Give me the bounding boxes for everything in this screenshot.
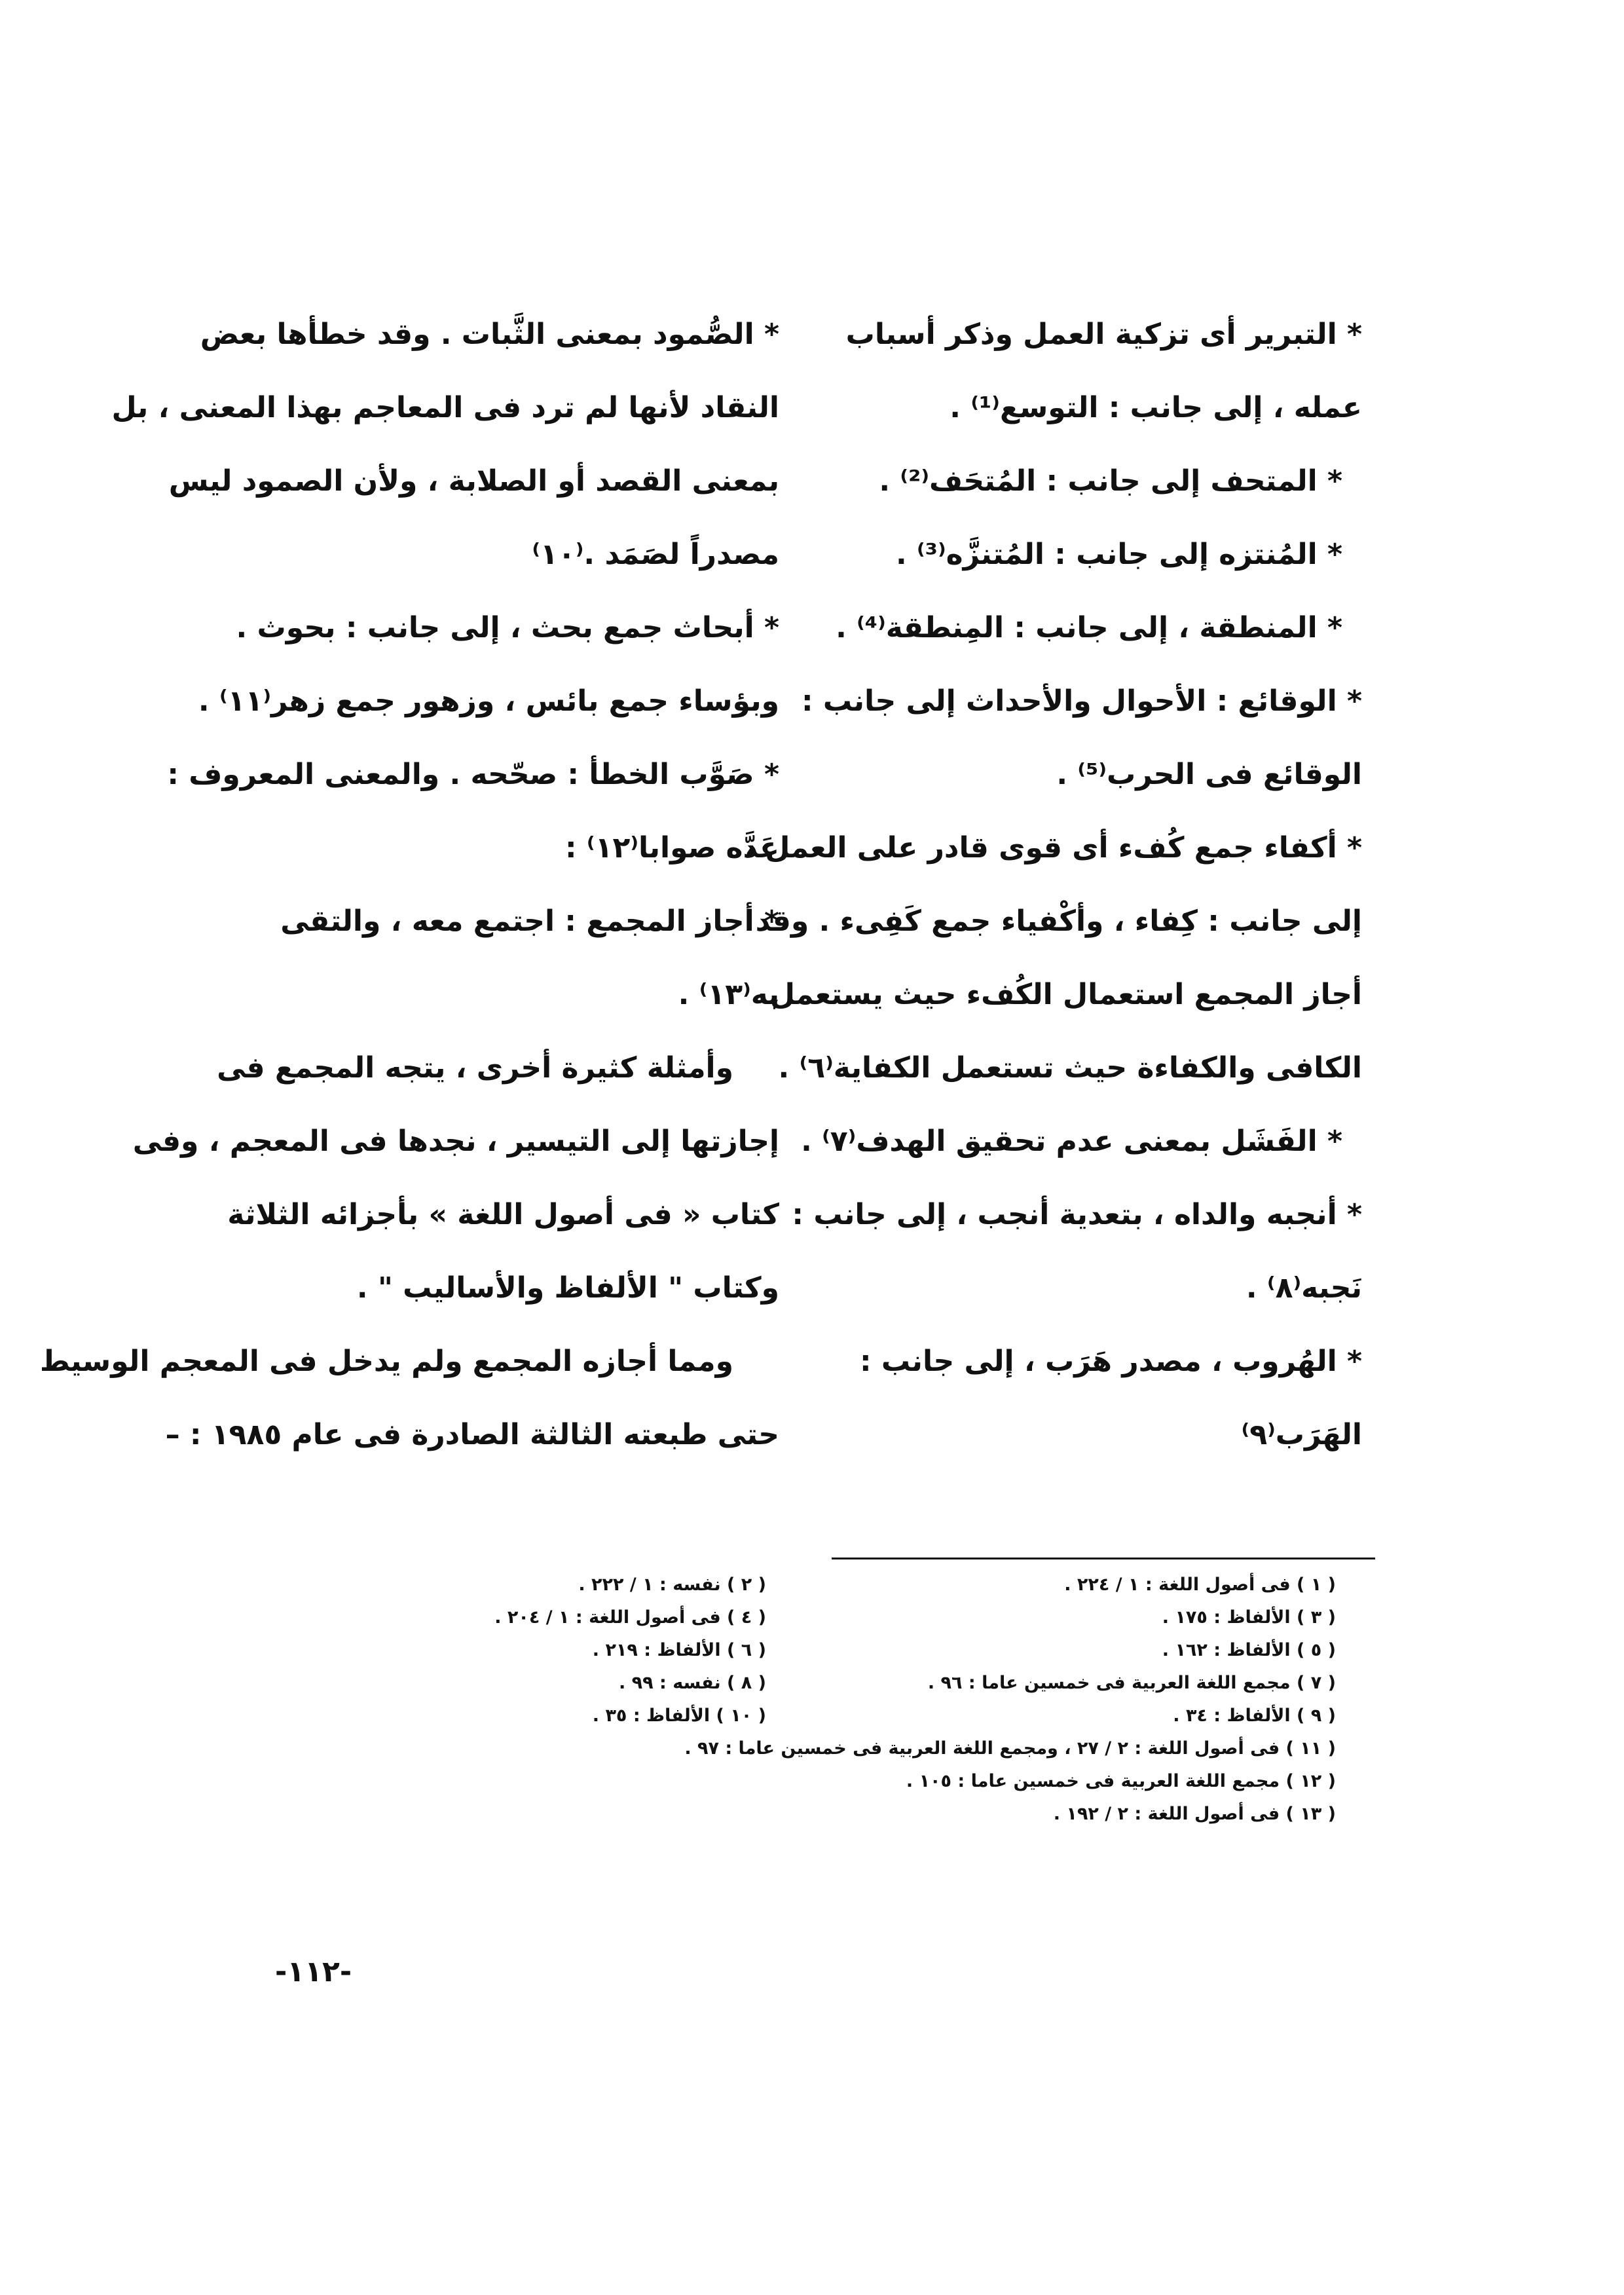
footnote: ( ٤ ) فى أصول اللغة : ١ / ٢٠٤ . <box>494 1607 766 1628</box>
footnotes-left-column <box>308 1569 766 1732</box>
body-line: الكافى والكفاءة حيث تستعمل الكفاية⁽٦⁾ . <box>778 1051 1362 1085</box>
body-line: كتاب « فى أصول اللغة » بأجزائه الثلاثة <box>227 1198 779 1231</box>
footnote: ( ١٠ ) الألفاظ : ٣٥ . <box>592 1706 766 1726</box>
body-line: عَدَّه صوابا⁽١٢⁾ : <box>565 831 779 865</box>
body-line: وبؤساء جمع بائس ، وزهور جمع زهر⁽١١⁾ . <box>198 684 779 718</box>
body-line: * أكفاء جمع كُفء أى قوى قادر على العمل ، <box>744 831 1362 865</box>
body-line: * الصُّمود بمعنى الثَّبات . وقد خطأها بعض <box>200 318 779 351</box>
body-line: ومما أجازه المجمع ولم يدخل فى المعجم الوسيط <box>39 1345 733 1378</box>
body-line: * المُنتزه إلى جانب : المُتنزَّه⁽³⁾ . <box>895 538 1342 571</box>
body-line: * الهُروب ، مصدر هَرَب ، إلى جانب : <box>859 1345 1362 1378</box>
body-line: به⁽١٣⁾ . <box>678 978 779 1011</box>
footnote: ( ٣ ) الألفاظ : ١٧٥ . <box>1162 1607 1336 1628</box>
body-line: * المنطقة ، إلى جانب : المِنطقة⁽⁴⁾ . <box>836 611 1342 644</box>
body-line: أجاز المجمع استعمال الكُفء حيث يستعمل <box>769 978 1362 1011</box>
footnote-divider <box>832 1558 1375 1559</box>
body-line: وأمثلة كثيرة أخرى ، يتجه المجمع فى <box>217 1051 733 1085</box>
body-line: الهَرَب⁽٩⁾ <box>1241 1418 1362 1451</box>
body-line: * التبرير أى تزكية العمل وذكر أسباب <box>845 318 1362 351</box>
footnote: ( ١٣ ) فى أصول اللغة : ٢ / ١٩٢ . <box>1053 1804 1336 1824</box>
footnote: ( ٥ ) الألفاظ : ١٦٢ . <box>1162 1640 1336 1660</box>
page-number: -١١٢- <box>275 1955 352 1988</box>
footnote: ( ٢ ) نفسه : ١ / ٢٢٢ . <box>578 1575 766 1595</box>
body-line: * أجاز المجمع : اجتمع معه ، والتقى <box>280 905 779 938</box>
body-line: * المتحف إلى جانب : المُتحَف⁽²⁾ . <box>879 464 1342 498</box>
body-line: الوقائع فى الحرب⁽⁵⁾ . <box>1056 758 1362 791</box>
footnote: ( ١٢ ) مجمع اللغة العربية فى خمسين عاما : ١٠٥ . <box>906 1771 1336 1791</box>
body-line: مصدراً لصَمَد .⁽١٠⁾ <box>532 538 779 571</box>
footnotes-wide <box>354 1732 1336 1831</box>
footnotes-right-column <box>747 1569 1336 1732</box>
body-line: عمله ، إلى جانب : التوسع⁽¹⁾ . <box>950 391 1362 424</box>
body-line: إجازتها إلى التيسير ، نجدها فى المعجم ، وفى <box>132 1125 779 1158</box>
body-line: نَجبه⁽٨⁾ . <box>1246 1271 1362 1305</box>
left-text-column <box>39 298 779 1472</box>
body-line: * صَوَّب الخطأ : صحّحه . والمعنى المعروف : <box>167 758 779 791</box>
footnote: ( ٦ ) الألفاظ : ٢١٩ . <box>592 1640 766 1660</box>
footnote: ( ٧ ) مجمع اللغة العربية فى خمسين عاما : ٩٦ . <box>927 1673 1336 1693</box>
footnote: ( ١١ ) فى أصول اللغة : ٢ / ٢٧ ، ومجمع اللغة العربية فى خمسين عاما : ٩٧ . <box>684 1738 1336 1759</box>
body-line: حتى طبعته الثالثة الصادرة فى عام ١٩٨٥ : – <box>165 1418 779 1451</box>
footnote: ( ١ ) فى أصول اللغة : ١ / ٢٢٤ . <box>1064 1575 1336 1595</box>
body-line: وكتاب " الألفاظ والأساليب " . <box>356 1271 779 1305</box>
body-line: النقاد لأنها لم ترد فى المعاجم بهذا المعنى ، بل <box>111 391 779 424</box>
footnote: ( ٩ ) الألفاظ : ٣٤ . <box>1173 1706 1336 1726</box>
body-line: * أبحاث جمع بحث ، إلى جانب : بحوث . <box>236 611 779 644</box>
body-line: * أنجبه والداه ، بتعدية أنجب ، إلى جانب : <box>792 1198 1362 1231</box>
right-text-column <box>744 298 1362 1472</box>
footnote: ( ٨ ) نفسه : ٩٩ . <box>618 1673 766 1693</box>
body-line: * الفَشَل بمعنى عدم تحقيق الهدف⁽٧⁾ . <box>801 1125 1342 1158</box>
body-line: بمعنى القصد أو الصلابة ، ولأن الصمود ليس <box>168 464 779 498</box>
body-line: * الوقائع : الأحوال والأحداث إلى جانب : <box>801 684 1362 718</box>
body-line: إلى جانب : كِفاء ، وأكْفياء جمع كَفِىء . وقد <box>755 905 1362 938</box>
